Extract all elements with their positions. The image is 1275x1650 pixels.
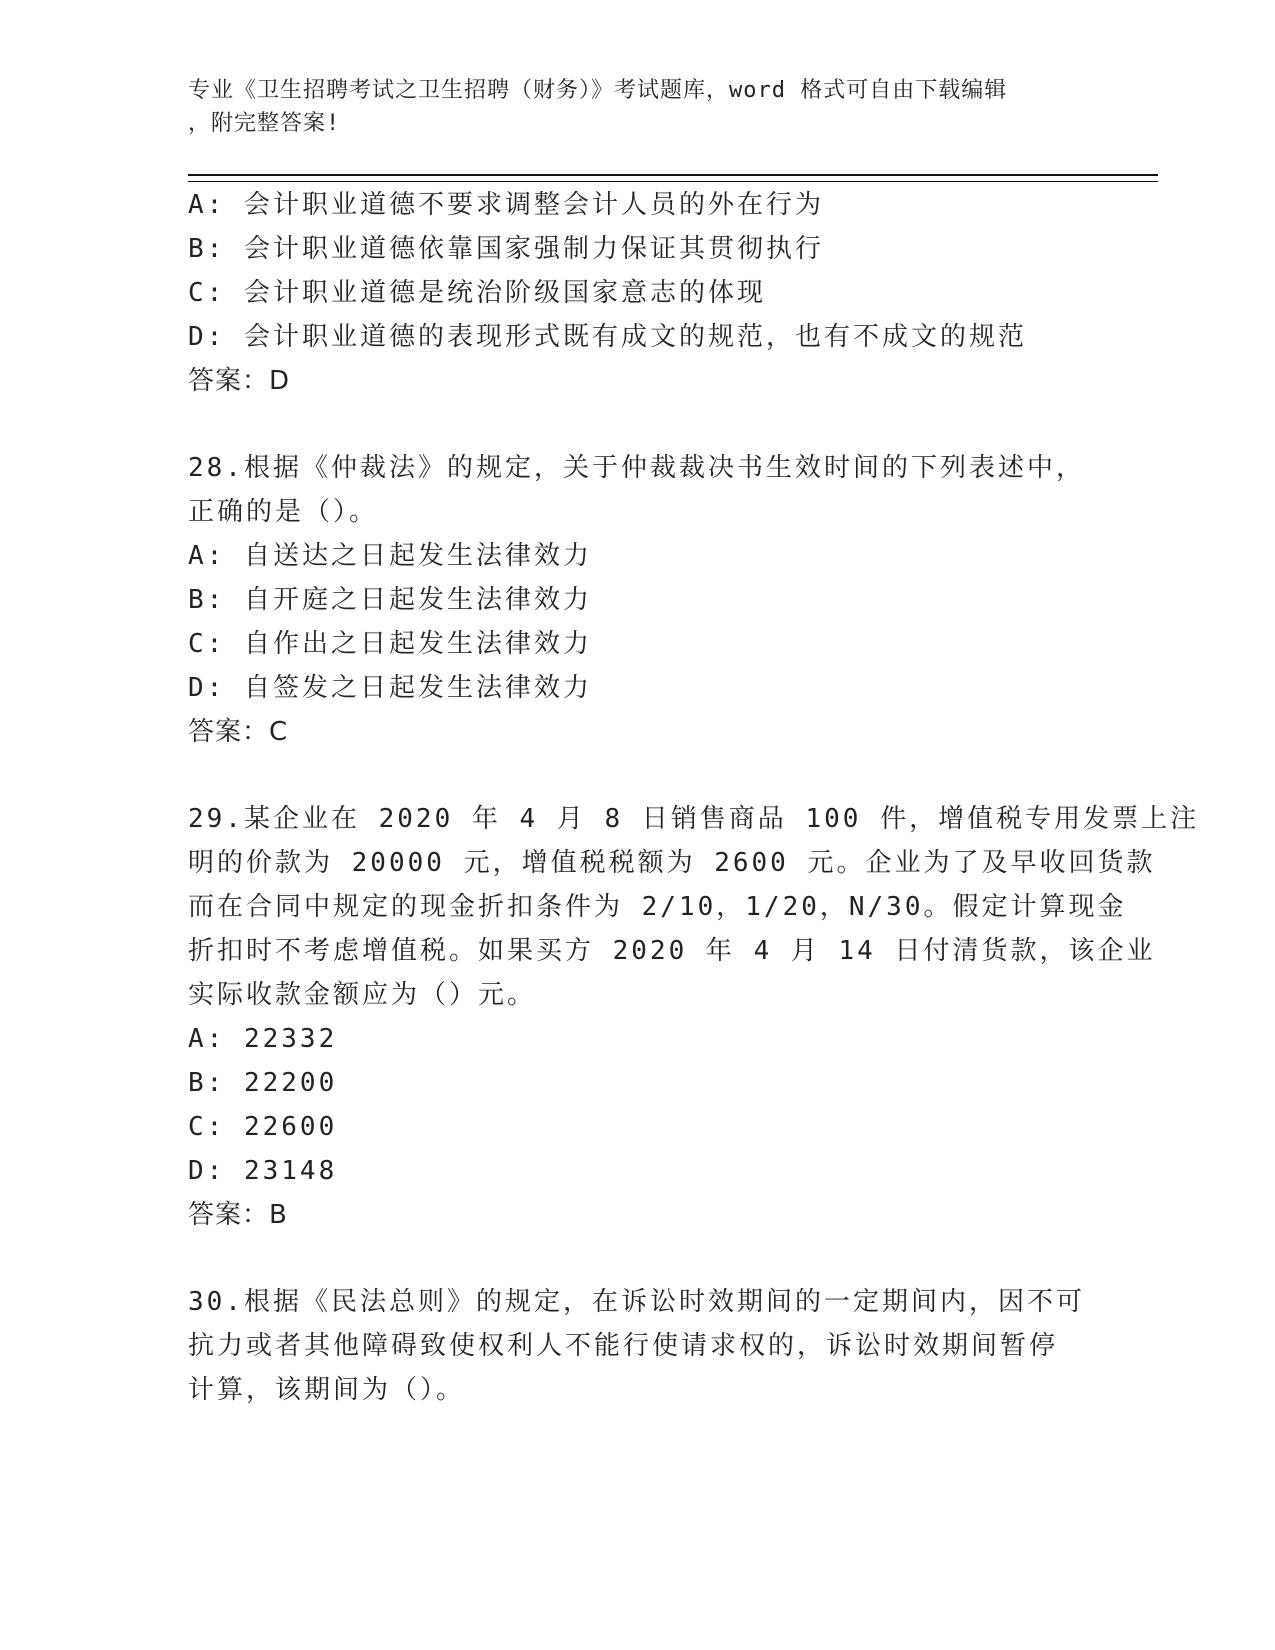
q28-question-line-2: 正确的是（）。 bbox=[188, 497, 379, 527]
q28-option-b: B: 自开庭之日起发生法律效力 bbox=[188, 585, 592, 615]
q27-option-c: C: 会计职业道德是统治阶级国家意志的体现 bbox=[188, 278, 766, 308]
q29-question-line-3: 而在合同中规定的现金折扣条件为 2/10，1/20，N/30。假定计算现金 bbox=[188, 892, 1127, 922]
q27-option-a: A: 会计职业道德不要求调整会计人员的外在行为 bbox=[188, 190, 824, 220]
q27-option-d: D: 会计职业道德的表现形式既有成文的规范，也有不成文的规范 bbox=[188, 322, 1027, 352]
q29-question-line-2: 明的价款为 20000 元，增值税税额为 2600 元。企业为了及早收回货款 bbox=[188, 848, 1156, 878]
q29-option-a: A: 22332 bbox=[188, 1024, 338, 1054]
q28-question-line-1: 28.根据《仲裁法》的规定，关于仲裁裁决书生效时间的下列表述中， bbox=[188, 453, 1085, 483]
q30-question-line-3: 计算，该期间为（）。 bbox=[188, 1375, 466, 1405]
q29-answer: 答案：B bbox=[188, 1200, 288, 1230]
q27-option-b: B: 会计职业道德依靠国家强制力保证其贯彻执行 bbox=[188, 234, 824, 264]
q28-answer: 答案：C bbox=[188, 717, 289, 747]
q27-answer: 答案：D bbox=[188, 366, 291, 396]
q30-question-line-1: 30.根据《民法总则》的规定，在诉讼时效期间的一定期间内，因不可 bbox=[188, 1287, 1085, 1317]
q29-option-b: B: 22200 bbox=[188, 1068, 338, 1098]
q28-option-d: D: 自签发之日起发生法律效力 bbox=[188, 673, 592, 703]
q29-question-line-1: 29.某企业在 2020 年 4 月 8 日销售商品 100 件，增值税专用发票上注 bbox=[188, 804, 1200, 834]
q28-option-c: C: 自作出之日起发生法律效力 bbox=[188, 629, 592, 659]
header-line-2: ，附完整答案! bbox=[188, 111, 341, 136]
q29-question-line-5: 实际收款金额应为（）元。 bbox=[188, 980, 537, 1010]
header-divider-thick bbox=[188, 174, 1158, 176]
document-header bbox=[188, 74, 1068, 140]
q30-question-line-2: 抗力或者其他障碍致使权利人不能行使请求权的，诉讼时效期间暂停 bbox=[188, 1331, 1059, 1361]
header-line-1: 专业《卫生招聘考试之卫生招聘（财务）》考试题库，word 格式可自由下载编辑 bbox=[188, 78, 1008, 103]
header-divider-thin bbox=[188, 181, 1158, 182]
q29-question-line-4: 折扣时不考虑增值税。如果买方 2020 年 4 月 14 日付清货款，该企业 bbox=[188, 936, 1156, 966]
q29-option-c: C: 22600 bbox=[188, 1112, 338, 1142]
q29-option-d: D: 23148 bbox=[188, 1156, 338, 1186]
q28-option-a: A: 自送达之日起发生法律效力 bbox=[188, 541, 592, 571]
